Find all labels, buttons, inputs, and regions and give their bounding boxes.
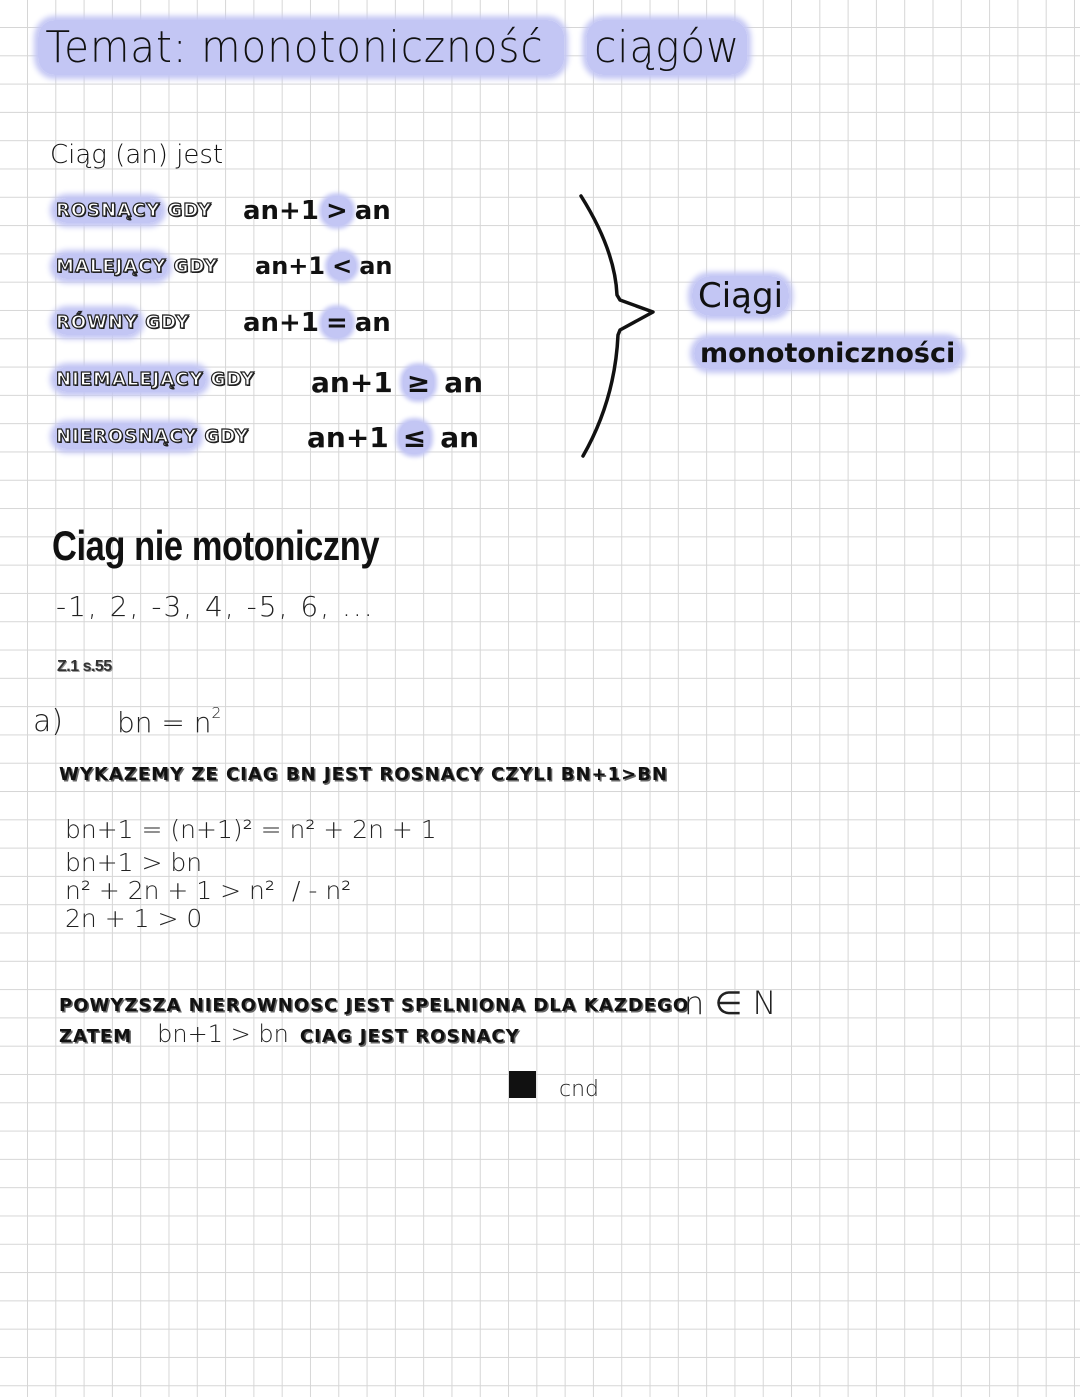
definition-row-nondecreasing bbox=[54, 369, 255, 390]
definition-label: RÓWNY bbox=[56, 312, 139, 333]
formula-exponent: 2 bbox=[211, 704, 222, 722]
brace-label-2-text: monotoniczności bbox=[694, 338, 961, 369]
definition-label: NIEMALEJĄCY bbox=[56, 369, 204, 390]
brace-label-1-text: Ciągi bbox=[692, 276, 789, 316]
brace-label-1 bbox=[692, 276, 789, 316]
conclusion-set: n ∈ N bbox=[684, 984, 777, 1022]
curly-brace-icon bbox=[575, 190, 665, 465]
definition-formula-decreasing bbox=[255, 252, 392, 280]
definition-label: NIEROSNĄCY bbox=[56, 426, 198, 447]
definitions-intro: Ciąg (an) jest bbox=[50, 140, 224, 170]
formula-operator: ≤ bbox=[399, 421, 430, 454]
definition-row-increasing bbox=[54, 200, 212, 221]
qed-square-icon bbox=[509, 1071, 536, 1098]
proof-step-2: bn+1 > bn bbox=[65, 848, 203, 877]
non-monotonic-example: -1, 2, -3, 4, -5, 6, ... bbox=[56, 590, 375, 623]
definition-when: GDY bbox=[210, 369, 256, 390]
formula-lhs: an+1 bbox=[307, 421, 389, 454]
definition-formula-nonincreasing bbox=[307, 421, 479, 454]
definition-row-constant bbox=[54, 312, 190, 333]
conclusion-line-1: POWYZSZA NIEROWNOSC JEST SPELNIONA DLA KAZDEGO bbox=[59, 995, 690, 1016]
formula-rhs: an bbox=[359, 252, 393, 280]
conclusion-prefix: ZATEM bbox=[59, 1026, 133, 1047]
conclusion-math: bn+1 > bn bbox=[157, 1020, 289, 1048]
definition-label: ROSNĄCY bbox=[56, 200, 161, 221]
formula-operator: = bbox=[322, 308, 352, 338]
title-word-1: monotoniczność bbox=[201, 22, 544, 73]
definition-row-decreasing bbox=[54, 256, 218, 277]
exercise-reference: Z.1 s.55 bbox=[57, 658, 112, 675]
title-word-2: ciągów bbox=[587, 20, 748, 75]
formula-operator: > bbox=[322, 196, 352, 226]
title-prefix: Temat: bbox=[45, 22, 188, 73]
exercise-part-label: a) bbox=[33, 704, 64, 739]
formula-lhs: an+1 bbox=[255, 252, 326, 280]
conclusion-suffix: CIAG JEST ROSNACY bbox=[299, 1026, 520, 1047]
formula-rhs: an bbox=[354, 308, 391, 338]
exercise-statement: WYKAZEMY ZE CIAG BN JEST ROSNACY CZYLI BN+1>BN bbox=[59, 764, 668, 785]
definition-label: MALEJĄCY bbox=[56, 256, 167, 277]
definition-row-nonincreasing bbox=[54, 426, 249, 447]
definition-formula-increasing bbox=[243, 196, 391, 226]
definition-formula-nondecreasing bbox=[311, 366, 483, 399]
formula-operator: < bbox=[328, 252, 356, 280]
definition-when: GDY bbox=[204, 426, 249, 447]
exercise-formula bbox=[117, 704, 221, 739]
proof-step-4: 2n + 1 > 0 bbox=[65, 904, 203, 933]
definition-when: GDY bbox=[167, 200, 212, 221]
formula-text: bn = n bbox=[117, 705, 212, 739]
formula-rhs: an bbox=[444, 366, 484, 399]
formula-rhs: an bbox=[354, 196, 391, 226]
definition-when: GDY bbox=[145, 312, 190, 333]
formula-operator: ≥ bbox=[403, 366, 434, 399]
proof-step-1: bn+1 = (n+1)² = n² + 2n + 1 bbox=[65, 815, 437, 844]
non-monotonic-heading: Ciag nie motoniczny bbox=[52, 522, 380, 569]
conclusion-line-2 bbox=[59, 1020, 520, 1048]
definition-when: GDY bbox=[173, 256, 219, 277]
formula-lhs: an+1 bbox=[243, 196, 319, 226]
definition-formula-constant bbox=[243, 308, 391, 338]
proof-step-3-note: / - n² bbox=[292, 876, 352, 905]
proof-step-3: n² + 2n + 1 > n² bbox=[65, 876, 275, 905]
formula-rhs: an bbox=[440, 421, 480, 454]
qed-label: cnd bbox=[559, 1077, 600, 1102]
page-title bbox=[38, 22, 747, 73]
formula-lhs: an+1 bbox=[311, 366, 393, 399]
formula-lhs: an+1 bbox=[243, 308, 319, 338]
brace-label-2 bbox=[694, 338, 961, 369]
